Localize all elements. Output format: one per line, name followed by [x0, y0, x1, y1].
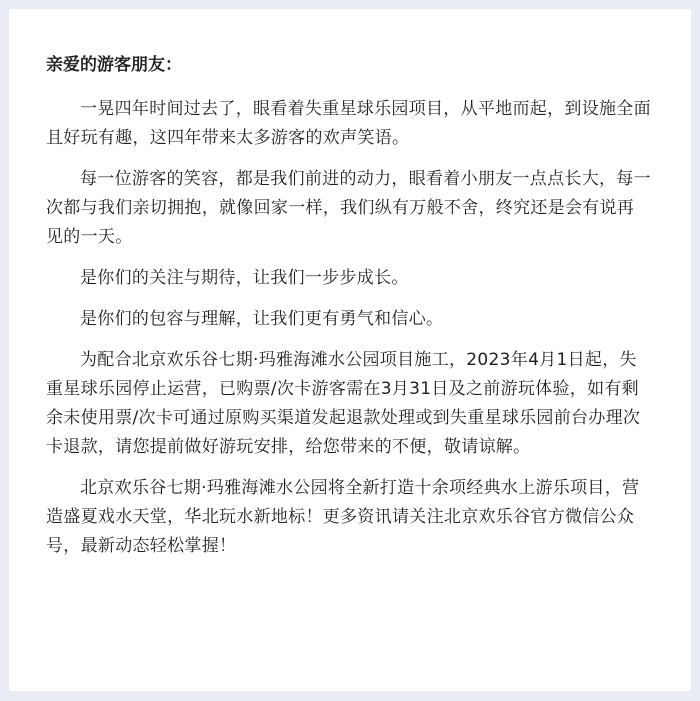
letter-paragraph-4: 是你们的包容与理解，让我们更有勇气和信心。 — [80, 309, 444, 329]
letter-paragraph-2: 每一位游客的笑容，都是我们前进的动力，眼看着小朋友一点点长大，每一次都与我们亲切拥抱，就像回家一样，我们纵有万般不舍，终究还是会有说再见的一天。 — [46, 169, 651, 247]
letter-paragraph-1: 一晃四年时间过去了，眼看着失重星球乐园项目，从平地而起，到设施全面且好玩有趣，这四年带来太多游客的欢声笑语。 — [46, 99, 651, 148]
letter-greeting: 亲爱的游客朋友： — [46, 55, 182, 75]
letter-paragraph-6: 北京欢乐谷七期·玛雅海滩水公园将全新打造十余项经典水上游乐项目，营造盛夏戏水天堂，华北玩水新地标！更多资讯请关注北京欢乐谷官方微信公众号，最新动态轻松掌握！ — [46, 478, 640, 556]
letter-card — [9, 9, 691, 691]
letter-paragraph-3: 是你们的关注与期待，让我们一步步成长。 — [80, 268, 409, 288]
letter-paragraph-5: 为配合北京欢乐谷七期·玛雅海滩水公园项目施工，2023年4月1日起，失重星球乐园停止运营，已购票/次卡游客需在3月31日及之前游玩体验，如有剩余未使用票/次卡可通过原购买渠道发起退款处理或到失重星球乐园前台办理次卡退款，请您提前做好游玩安排，给您带来的不便，敬请谅解。 — [46, 350, 641, 457]
